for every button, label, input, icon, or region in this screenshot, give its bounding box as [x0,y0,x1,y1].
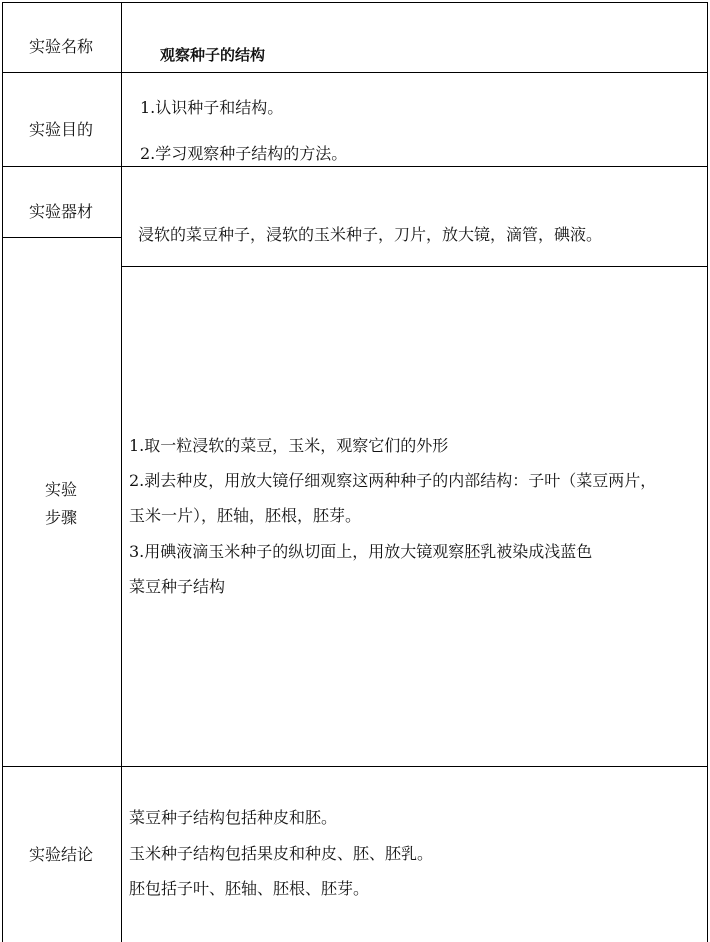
conclusion-line: 菜豆种子结构包括种皮和胚。 [129,808,338,827]
row-divider-materials-right [121,266,708,267]
row-divider-name [2,72,708,73]
row-divider-purpose [2,166,708,167]
label-experiment-materials: 实验器材 [28,202,93,221]
experiment-title: 观察种子的结构 [160,46,266,64]
step-line: 2.剥去种皮，用放大镜仔细观察这两种种子的内部结构：子叶（菜豆两片， [129,471,657,490]
step-line: 玉米一片），胚轴，胚根，胚芽。 [129,506,362,525]
step-line: 1.取一粒浸软的菜豆，玉米，观察它们的外形 [129,436,449,455]
purpose-item: 1.认识种子和结构。 [140,98,284,117]
purpose-item: 2.学习观察种子结构的方法。 [140,144,348,163]
label-experiment-conclusion: 实验结论 [28,845,93,864]
conclusion-line: 玉米种子结构包括果皮和种皮、胚、胚乳。 [129,844,434,863]
row-divider-materials-left [2,237,122,238]
materials-text: 浸软的菜豆种子，浸软的玉米种子，刀片，放大镜，滴管，碘液。 [138,225,603,244]
conclusion-line: 胚包括子叶、胚轴、胚根、胚芽。 [129,879,370,898]
row-divider-steps [2,766,708,767]
label-experiment-purpose: 实验目的 [28,120,93,139]
table-border-right [707,2,708,942]
label-experiment-steps-line1: 实验 [44,480,77,499]
label-experiment-name: 实验名称 [28,37,93,56]
column-divider [121,2,122,942]
table-border-left [2,2,3,942]
step-line: 菜豆种子结构 [129,577,226,596]
label-experiment-steps-line2: 步骤 [44,508,77,527]
step-line: 3.用碘液滴玉米种子的纵切面上，用放大镜观察胚乳被染成浅蓝色 [129,542,593,561]
table-border-top [2,2,708,3]
